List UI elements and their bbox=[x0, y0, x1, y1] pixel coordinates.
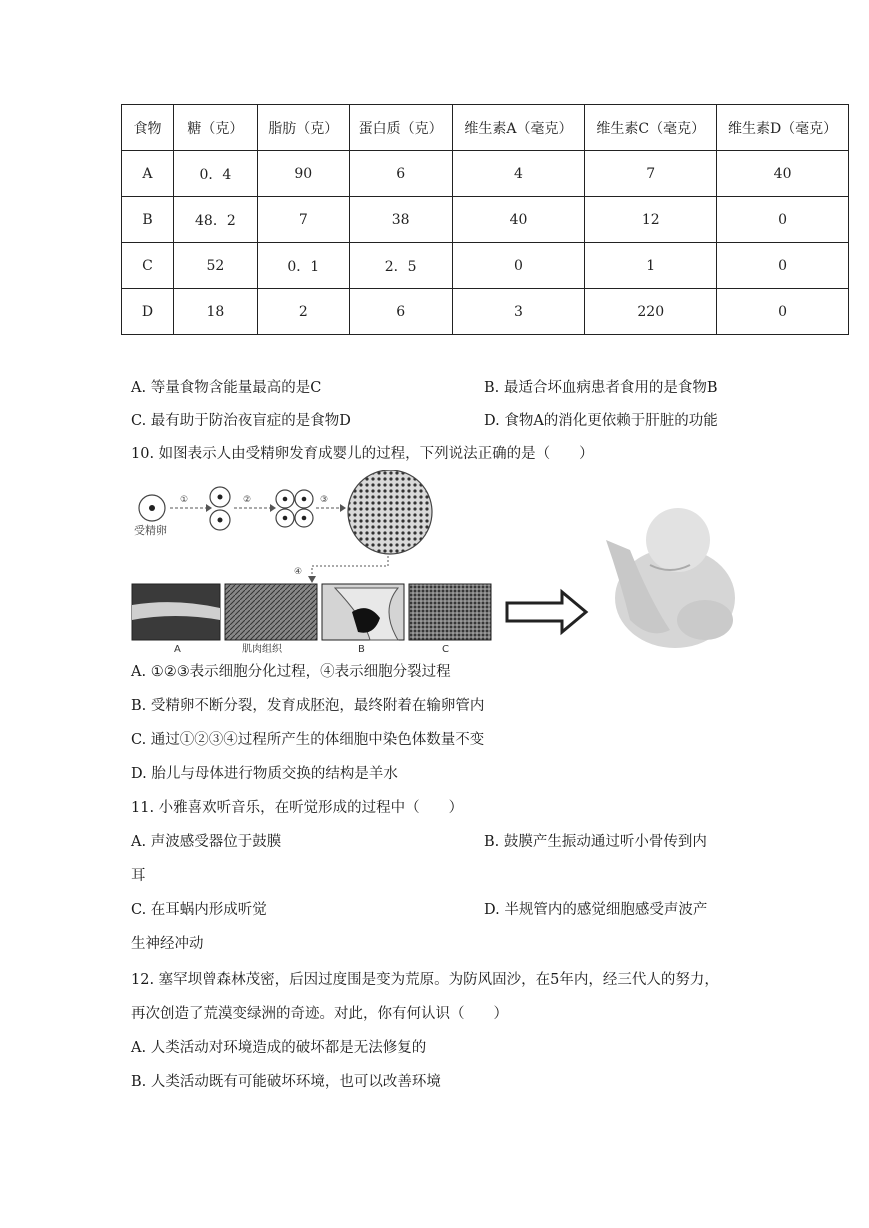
q11-option-d-continued: 生神经冲动 bbox=[131, 936, 204, 952]
table-cell: 4 bbox=[452, 151, 585, 197]
zygote-label: 受精卵 bbox=[134, 524, 167, 537]
table-row bbox=[122, 151, 849, 197]
table-cell: 40 bbox=[717, 151, 849, 197]
table-cell: 220 bbox=[585, 289, 717, 335]
tissue-a-image bbox=[132, 584, 220, 640]
tissue-label: 肌肉组织 bbox=[242, 644, 282, 655]
q9-option-a: A. 等量食物含能量最高的是C bbox=[131, 380, 322, 396]
table-cell: A bbox=[122, 151, 174, 197]
four-cell-stage bbox=[276, 490, 313, 527]
table-cell: 52 bbox=[173, 243, 257, 289]
hollow-arrow-icon bbox=[507, 592, 586, 632]
table-header-cell: 食物 bbox=[122, 105, 174, 151]
table-cell: B bbox=[122, 197, 174, 243]
table-header-cell: 糖（克） bbox=[173, 105, 257, 151]
table-cell: 0．4 bbox=[173, 151, 257, 197]
table-row bbox=[122, 197, 849, 243]
table-cell: 2 bbox=[257, 289, 349, 335]
table-cell: 12 bbox=[585, 197, 717, 243]
step-label: ② bbox=[243, 495, 252, 505]
q12-option-b: B. 人类活动既有可能破坏环境，也可以改善环境 bbox=[131, 1074, 441, 1090]
tissue-label: A bbox=[174, 644, 181, 655]
table-header-cell: 蛋白质（克） bbox=[349, 105, 452, 151]
table-row bbox=[122, 243, 849, 289]
q9-option-d: D. 食物A的消化更依赖于肝脏的功能 bbox=[484, 413, 718, 429]
table-cell: 0 bbox=[452, 243, 585, 289]
q10-option-b: B. 受精卵不断分裂，发育成胚泡，最终附着在输卵管内 bbox=[131, 698, 485, 714]
step-label: ① bbox=[180, 495, 189, 505]
q10-option-a: A. ①②③表示细胞分化过程，④表示细胞分裂过程 bbox=[131, 664, 451, 680]
q12-stem-line2: 再次创造了荒漠变绿洲的奇迹。对此，你有何认识（ ） bbox=[131, 1006, 508, 1022]
zygote-cell bbox=[139, 495, 165, 521]
table-header-row bbox=[122, 105, 849, 151]
q11-option-c: C. 在耳蜗内形成听觉 bbox=[131, 902, 267, 918]
table-cell: 0 bbox=[717, 197, 849, 243]
q11-option-a: A. 声波感受器位于鼓膜 bbox=[131, 834, 282, 850]
nutrition-table bbox=[121, 104, 849, 335]
q12-option-a: A. 人类活动对环境造成的破坏都是无法修复的 bbox=[131, 1040, 427, 1056]
differentiation-path bbox=[308, 556, 388, 583]
tissue-b-image bbox=[322, 584, 404, 640]
cell-mass bbox=[348, 470, 432, 554]
q11-option-b: B. 鼓膜产生振动通过听小骨传到内 bbox=[484, 834, 707, 850]
table-header-cell: 维生素A（毫克） bbox=[452, 105, 585, 151]
arrow-icon bbox=[316, 504, 346, 512]
q12-stem-line1: 12. 塞罕坝曾森林茂密，后因过度围是变为荒原。为防风固沙，在5年内，经三代人的努力， bbox=[131, 972, 719, 988]
table-cell: 18 bbox=[173, 289, 257, 335]
q9-option-c: C. 最有助于防治夜盲症的是食物D bbox=[131, 413, 351, 429]
q11-option-d: D. 半规管内的感觉细胞感受声波产 bbox=[484, 902, 708, 918]
table-cell: 2．5 bbox=[349, 243, 452, 289]
table-cell: 38 bbox=[349, 197, 452, 243]
table-cell: 6 bbox=[349, 151, 452, 197]
table-cell: 7 bbox=[585, 151, 717, 197]
tissue-label: B bbox=[358, 644, 365, 655]
table-cell: 0．1 bbox=[257, 243, 349, 289]
q11-option-b-continued: 耳 bbox=[131, 868, 146, 884]
table-cell: C bbox=[122, 243, 174, 289]
q10-option-d: D. 胎儿与母体进行物质交换的结构是羊水 bbox=[131, 766, 398, 782]
table-cell: 0 bbox=[717, 289, 849, 335]
q9-option-b: B. 最适合坏血病患者食用的是食物B bbox=[484, 380, 718, 396]
step-label: ③ bbox=[320, 495, 329, 505]
tissue-label: C bbox=[442, 644, 449, 655]
table-cell: 90 bbox=[257, 151, 349, 197]
q10-stem: 10. 如图表示人由受精卵发育成婴儿的过程，下列说法正确的是（ ） bbox=[131, 446, 594, 462]
table-cell: 40 bbox=[452, 197, 585, 243]
table-header-cell: 维生素D（毫克） bbox=[717, 105, 849, 151]
q10-option-c: C. 通过①②③④过程所产生的体细胞中染色体数量不变 bbox=[131, 732, 485, 748]
table-cell: 48．2 bbox=[173, 197, 257, 243]
q11-stem: 11. 小雅喜欢听音乐，在听觉形成的过程中（ ） bbox=[131, 800, 464, 816]
table-cell: 7 bbox=[257, 197, 349, 243]
table-row bbox=[122, 289, 849, 335]
table-header-cell: 脂肪（克） bbox=[257, 105, 349, 151]
step-label: ④ bbox=[294, 567, 303, 577]
two-cell-stage bbox=[210, 487, 230, 530]
table-cell: 1 bbox=[585, 243, 717, 289]
tissue-c-image bbox=[409, 584, 491, 640]
table-cell: D bbox=[122, 289, 174, 335]
muscle-tissue-image bbox=[225, 584, 317, 640]
arrow-icon bbox=[234, 504, 276, 512]
fetus-illustration bbox=[606, 508, 735, 648]
table-header-cell: 维生素C（毫克） bbox=[585, 105, 717, 151]
table-cell: 0 bbox=[717, 243, 849, 289]
embryo-development-figure bbox=[130, 470, 740, 655]
table-cell: 3 bbox=[452, 289, 585, 335]
table-cell: 6 bbox=[349, 289, 452, 335]
arrow-icon bbox=[170, 504, 212, 512]
